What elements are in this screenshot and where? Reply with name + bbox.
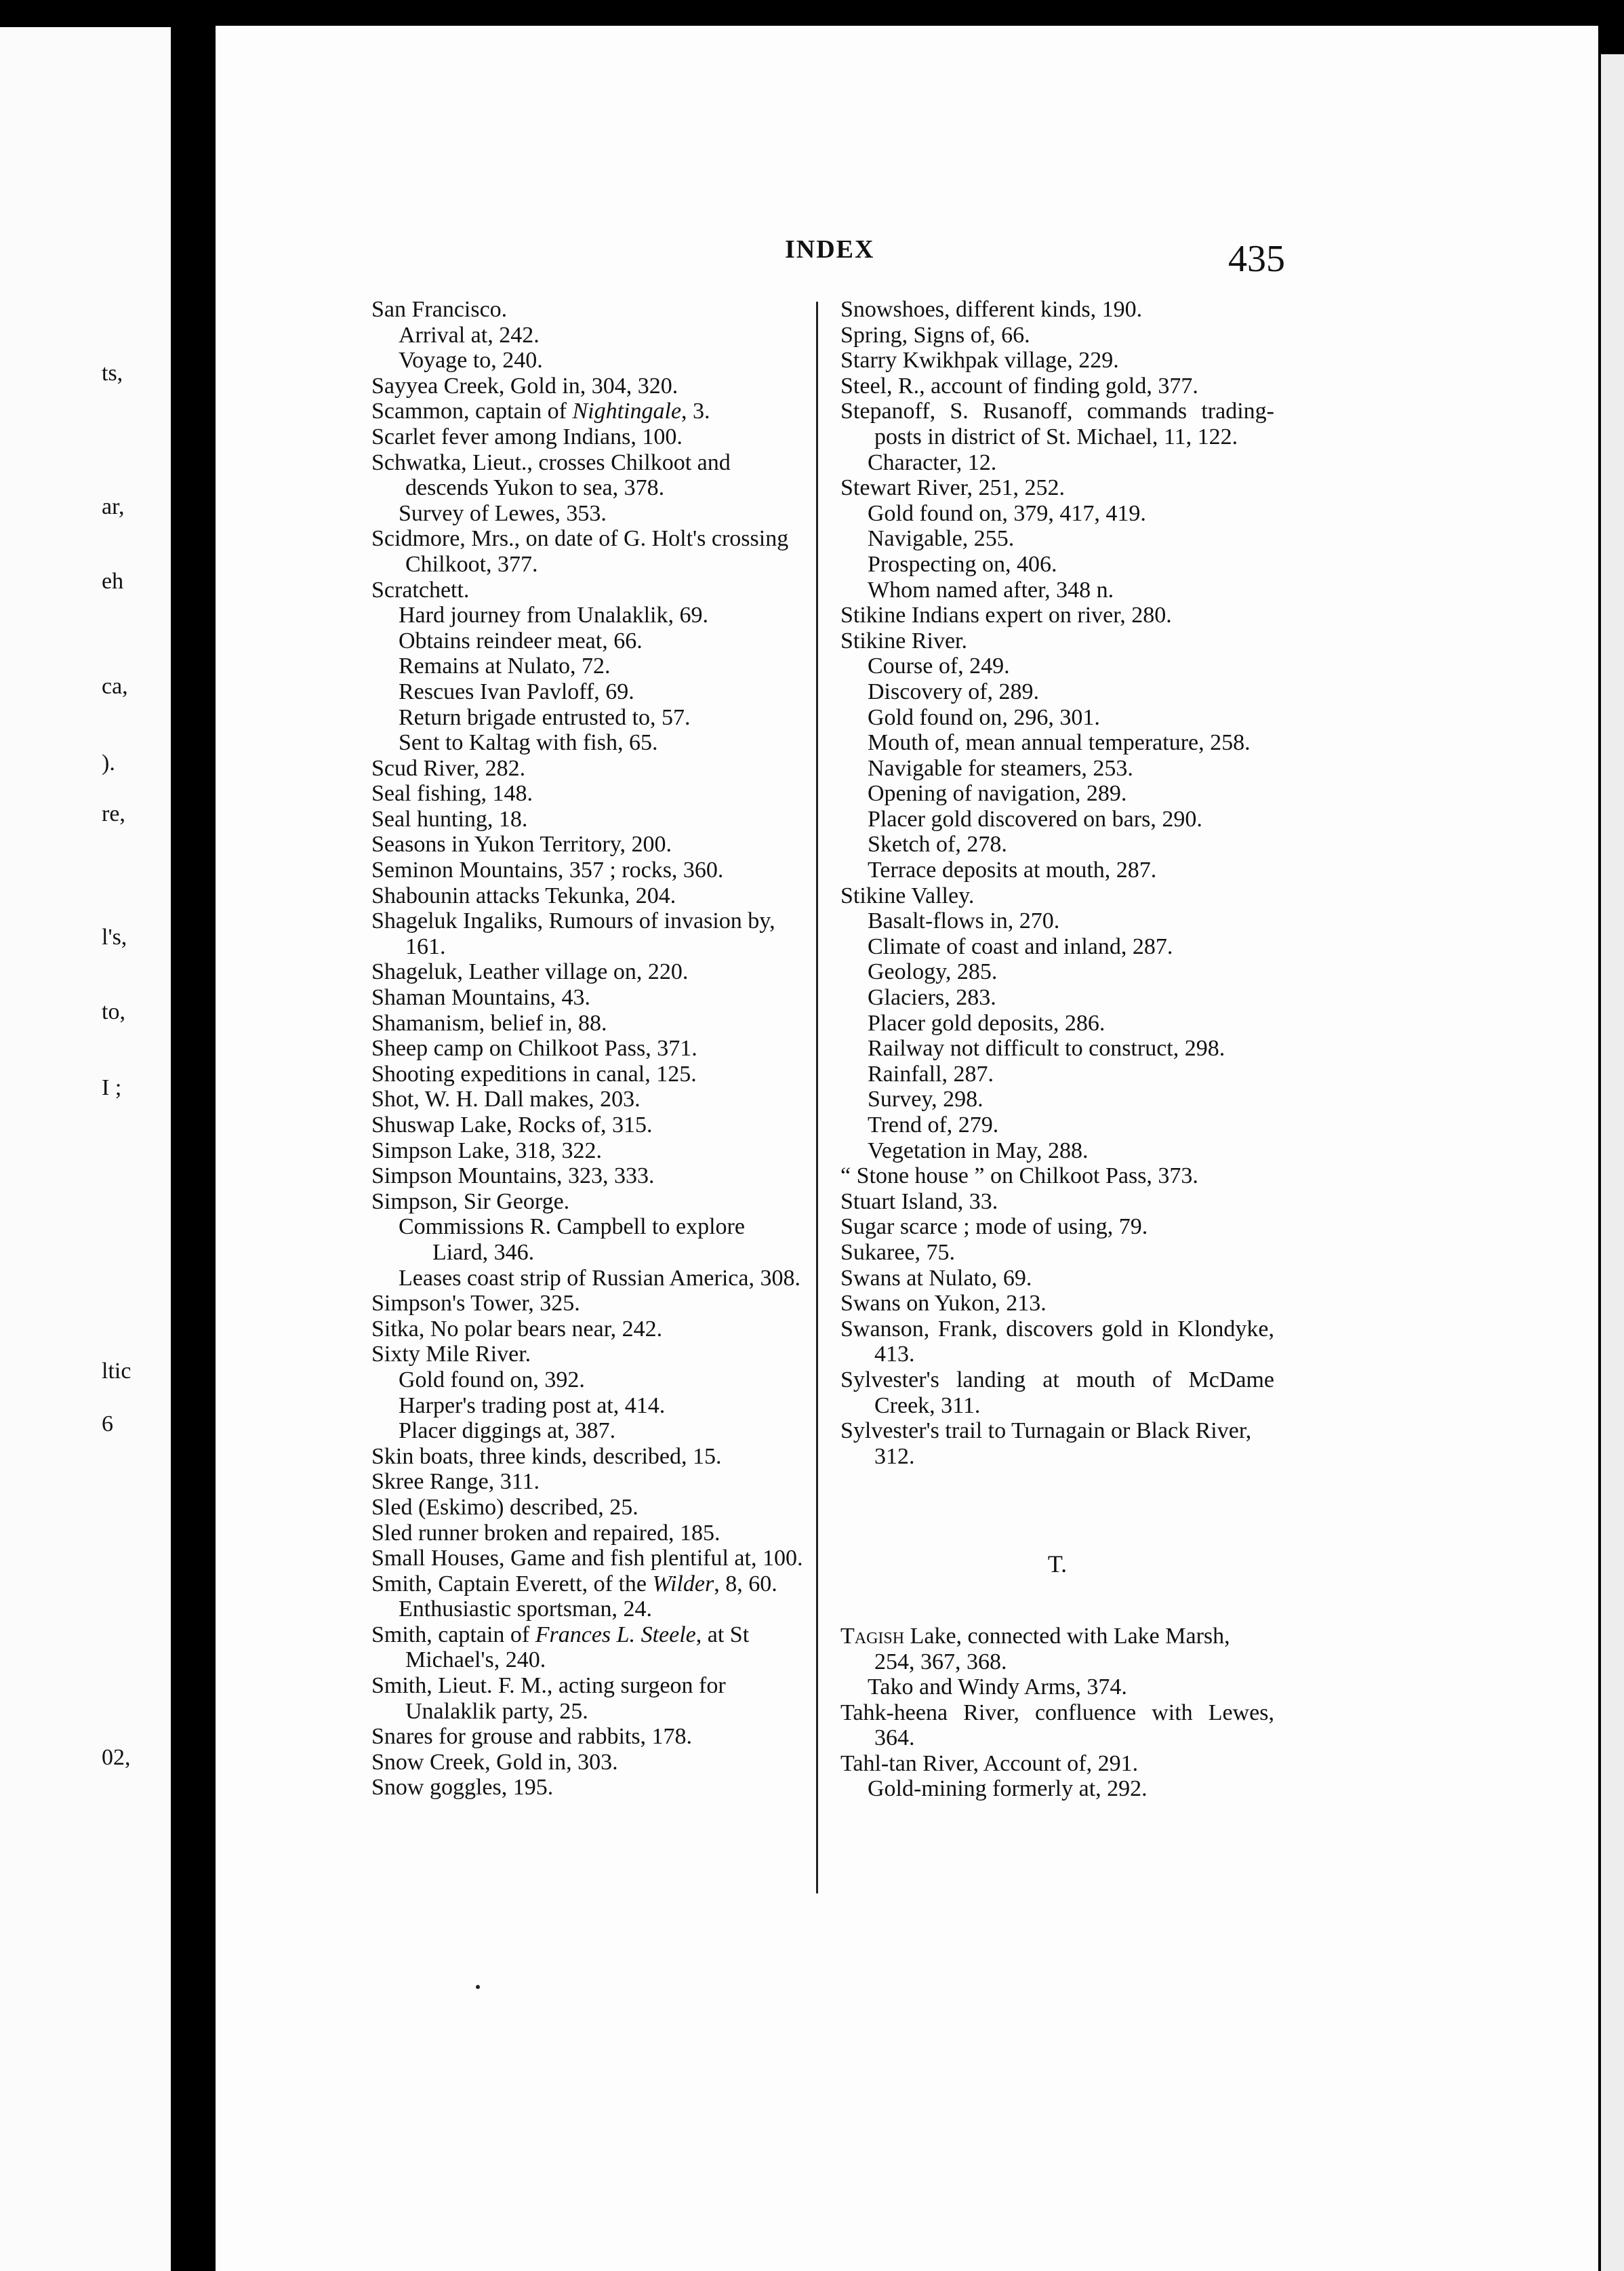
index-entry: Vegetation in May, 288. (868, 1138, 1089, 1163)
index-entry: Shabounin attacks Tekunka, 204. (371, 883, 676, 908)
index-entry: Navigable for steamers, 253. (868, 755, 1133, 781)
index-entry: Sayyea Creek, Gold in, 304, 320. (371, 373, 678, 399)
facing-page-text-fragment: ar, (102, 494, 125, 519)
index-entry: Discovery of, 289. (868, 679, 1040, 704)
index-entry: Tako and Windy Arms, 374. (868, 1674, 1127, 1700)
index-entry: Voyage to, 240. (399, 348, 543, 374)
index-entry: Seminon Mountains, 357 ; rocks, 360. (371, 858, 724, 883)
index-entry: Swanson, Frank, discovers gold in Klondyke, 413. (840, 1316, 1274, 1367)
index-entry: Stikine Valley. (840, 883, 975, 908)
index-entry: Seal fishing, 148. (371, 781, 533, 807)
index-entry: Climate of coast and inland, 287. (868, 933, 1173, 959)
facing-page-text-fragment: ca, (102, 674, 128, 699)
index-entry: Scammon, captain of Nightingale, 3. (371, 399, 710, 424)
index-entry: Sled (Eskimo) described, 25. (371, 1494, 638, 1520)
index-entry: Gold found on, 392. (399, 1367, 585, 1392)
facing-page-text-fragment: I ; (102, 1075, 122, 1100)
index-entry: Mouth of, mean annual temperature, 258. (868, 730, 1251, 756)
section-letter-t: T. (1047, 1550, 1068, 1578)
index-entry: Character, 12. (868, 449, 997, 475)
index-entry: Scratchett. (371, 577, 470, 603)
index-entry: Scidmore, Mrs., on date of G. Holt's crossing Chilkoot, 377. (371, 526, 789, 577)
index-entry: Tagish Lake, connected with Lake Marsh, 254, 367, 368. (840, 1623, 1230, 1674)
index-entry: Spring, Signs of, 66. (840, 322, 1030, 348)
index-entry: Snowshoes, different kinds, 190. (840, 297, 1143, 322)
index-entry: Railway not difficult to construct, 298. (868, 1036, 1225, 1062)
index-entry: Smith, captain of Frances L. Steele, at St Michael's, 240. (371, 1622, 750, 1673)
index-entry: Snares for grouse and rabbits, 178. (371, 1724, 693, 1750)
index-entry: Stepanoff, S. Rusanoff, commands trading-posts in district of St. Michael, 11, 122. (840, 399, 1274, 449)
index-entry: Course of, 249. (868, 654, 1010, 679)
index-entry: Sitka, No polar bears near, 242. (371, 1316, 663, 1342)
index-entries-s (840, 297, 1274, 1469)
index-entry: Sukaree, 75. (840, 1239, 956, 1265)
index-entry: Stikine Indians expert on river, 280. (840, 603, 1172, 628)
index-entry: Placer gold discovered on bars, 290. (868, 806, 1202, 832)
index-entry: Sent to Kaltag with fish, 65. (399, 730, 658, 756)
index-entries-t (840, 1624, 1274, 1802)
index-entry: Sylvester's landing at mouth of McDame Creek, 311. (840, 1367, 1274, 1418)
index-entry: Shageluk, Leather village on, 220. (371, 959, 689, 985)
index-entry: Swans on Yukon, 213. (840, 1291, 1047, 1317)
index-entry: Shooting expeditions in canal, 125. (371, 1061, 697, 1087)
index-entry: Obtains reindeer meat, 66. (399, 628, 643, 654)
page-number: 435 (1228, 238, 1285, 280)
index-entry: Shaman Mountains, 43. (371, 985, 590, 1011)
index-entry: Leases coast strip of Russian America, 308. (399, 1265, 800, 1291)
index-entry: Seasons in Yukon Territory, 200. (371, 832, 672, 858)
index-entry: San Francisco. (371, 297, 508, 322)
index-entry: Arrival at, 242. (399, 322, 540, 348)
index-entry: Scud River, 282. (371, 755, 526, 781)
index-entry: Smith, Lieut. F. M., acting surgeon for Unalaklik party, 25. (371, 1673, 726, 1724)
facing-page-text-fragment: to, (102, 999, 125, 1024)
index-entry: Navigable, 255. (868, 526, 1015, 552)
index-entry: Whom named after, 348 n. (868, 577, 1114, 603)
index-column-left (371, 297, 805, 1801)
index-entry: Stuart Island, 33. (840, 1188, 998, 1214)
index-entry: Steel, R., account of finding gold, 377. (840, 373, 1198, 399)
index-entry: Geology, 285. (868, 959, 998, 985)
index-entry: Stikine River. (840, 628, 967, 654)
index-entry: Tahk-heena River, confluence with Lewes, 364. (840, 1700, 1274, 1751)
index-entry: Shageluk Ingaliks, Rumours of invasion by, 161. (371, 908, 775, 959)
facing-page-text-fragment: l's, (102, 925, 127, 950)
index-entry: Gold found on, 296, 301. (868, 704, 1100, 730)
index-entry: Trend of, 279. (868, 1112, 999, 1138)
index-entry: Gold-mining formerly at, 292. (868, 1776, 1148, 1802)
index-entry: Simpson, Sir George. (371, 1188, 570, 1214)
index-entry: Shot, W. H. Dall makes, 203. (371, 1087, 641, 1112)
facing-page-text-fragment: re, (102, 801, 125, 826)
index-entry: Survey, 298. (868, 1087, 983, 1112)
index-entry: Seal hunting, 18. (371, 806, 528, 832)
facing-page-text-fragment: 6 (102, 1411, 113, 1436)
index-entry: Snow Creek, Gold in, 303. (371, 1749, 618, 1775)
index-entry: Tahl-tan River, Account of, 291. (840, 1750, 1139, 1776)
index-entry: Placer gold deposits, 286. (868, 1010, 1105, 1036)
index-entry: Commissions R. Campbell to explore Liard, 346. (399, 1214, 745, 1265)
index-entry: Skree Range, 311. (371, 1469, 540, 1495)
index-entry: Sled runner broken and repaired, 185. (371, 1520, 720, 1546)
index-entry: Sugar scarce ; mode of using, 79. (840, 1214, 1148, 1240)
index-entry: Survey of Lewes, 353. (399, 500, 607, 526)
index-entry: Stewart River, 251, 252. (840, 475, 1065, 501)
index-entry: Schwatka, Lieut., crosses Chilkoot and descends Yukon to sea, 378. (371, 449, 731, 501)
index-entry: Skin boats, three kinds, described, 15. (371, 1443, 722, 1469)
index-entry: Basalt-flows in, 270. (868, 908, 1060, 934)
index-entry: Simpson Lake, 318, 322. (371, 1138, 602, 1163)
index-entry: Shamanism, belief in, 88. (371, 1010, 607, 1036)
index-entry: Remains at Nulato, 72. (399, 654, 611, 679)
index-entry: Smith, Captain Everett, of the Wilder, 8, 60. (371, 1571, 777, 1596)
index-entry: Starry Kwikhpak village, 229. (840, 348, 1119, 374)
index-entry: Glaciers, 283. (868, 985, 996, 1011)
index-entry: Shuswap Lake, Rocks of, 315. (371, 1112, 653, 1138)
index-entry: Hard journey from Unalaklik, 69. (399, 603, 708, 628)
index-entry: Simpson Mountains, 323, 333. (371, 1163, 655, 1189)
index-entry: Terrace deposits at mouth, 287. (868, 858, 1157, 883)
index-entry: Sheep camp on Chilkoot Pass, 371. (371, 1036, 697, 1062)
facing-page-text-fragment: 02, (102, 1745, 131, 1770)
index-entry: Gold found on, 379, 417, 419. (868, 500, 1146, 526)
column-divider (816, 302, 818, 1893)
page-edge-strip (1601, 54, 1624, 2271)
index-entry: Enthusiastic sportsman, 24. (399, 1596, 652, 1622)
index-column-right (840, 297, 1274, 1802)
index-entry: Opening of navigation, 289. (868, 781, 1127, 807)
index-entry: “ Stone house ” on Chilkoot Pass, 373. (840, 1163, 1198, 1189)
index-entry: Scarlet fever among Indians, 100. (371, 424, 683, 449)
index-entry: Rainfall, 287. (868, 1061, 994, 1087)
facing-page-text-fragment: eh (102, 569, 124, 594)
index-entry: Placer diggings at, 387. (399, 1418, 616, 1444)
facing-page-text-fragment: ts, (102, 361, 123, 386)
index-entry: Sylvester's trail to Turnagain or Black River, 312. (840, 1418, 1252, 1469)
index-entry: Simpson's Tower, 325. (371, 1291, 580, 1317)
index-entry: Prospecting on, 406. (868, 551, 1057, 577)
index-entry: Sixty Mile River. (371, 1342, 531, 1367)
facing-page-text-fragment: ltic (102, 1359, 131, 1384)
facing-page-text-fragment: ). (102, 750, 115, 776)
index-entry: Small Houses, Game and fish plentiful at, 100. (371, 1546, 803, 1571)
index-entry: Sketch of, 278. (868, 832, 1007, 858)
print-speck (476, 1985, 480, 1989)
index-entry: Harper's trading post at, 414. (399, 1392, 666, 1418)
index-entry: Swans at Nulato, 69. (840, 1265, 1032, 1291)
index-entry: Snow goggles, 195. (371, 1775, 554, 1801)
running-head: INDEX (785, 235, 875, 264)
index-entry: Rescues Ivan Pavloff, 69. (399, 679, 634, 704)
index-entry: Return brigade entrusted to, 57. (399, 704, 691, 730)
